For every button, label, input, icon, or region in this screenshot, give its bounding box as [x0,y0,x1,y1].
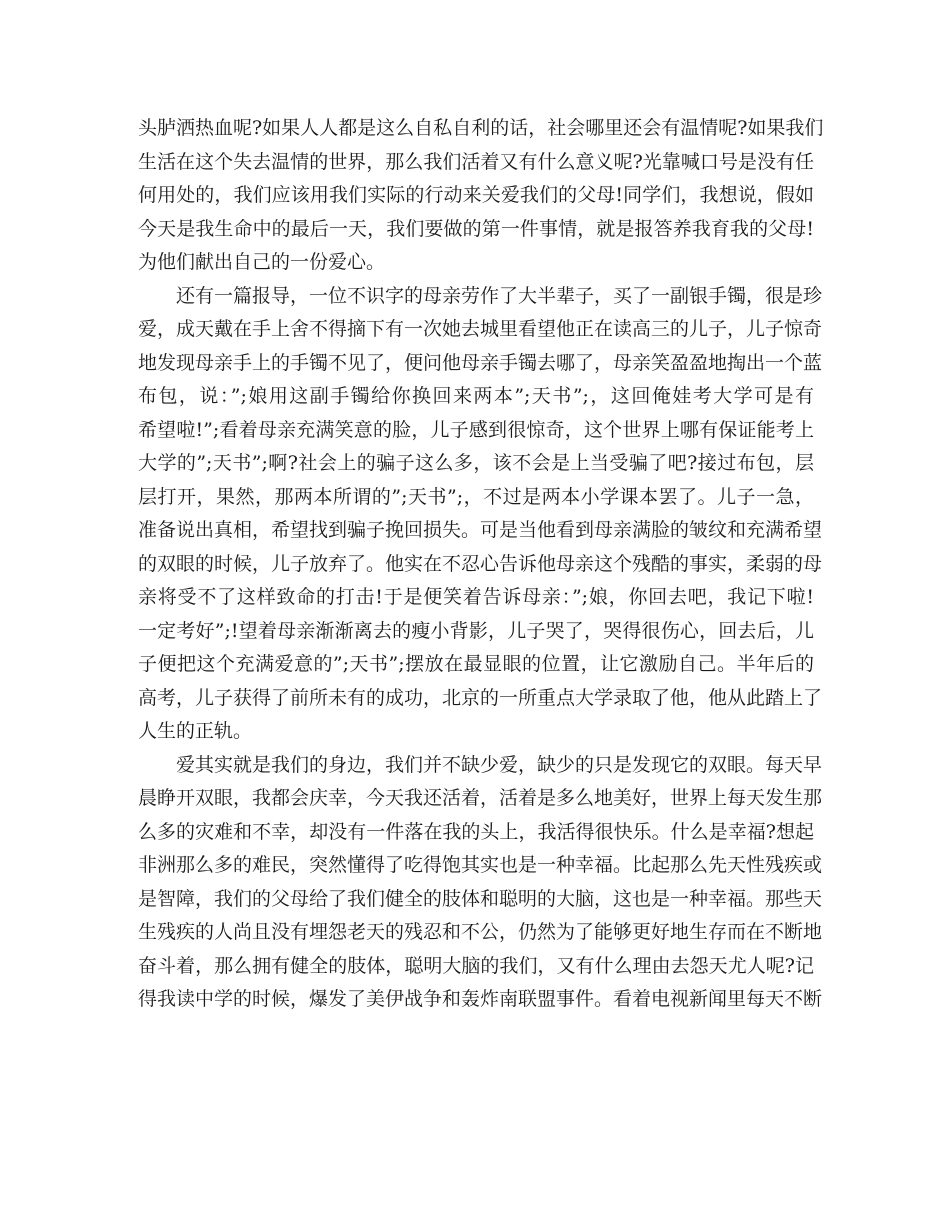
text-line: 准备说出真相，希望找到骗子挽回损失。可是当他看到母亲满脸的皱纹和充满希望 [138,519,823,541]
text-line: 头胪洒热血呢?如果人人都是这么自私自利的话，社会哪里还会有温情呢?如果我们 [138,117,824,139]
text-line: 为他们献出自己的一份爱心。 [138,251,386,273]
text-line: 晨睁开双眼，我都会庆幸，今天我还活着，活着是多么地美好，世界上每天发生那 [138,787,823,809]
text-line: 非洲那么多的难民，突然懂得了吃得饱其实也是一种幸福。比起那么先天性残疾或 [138,854,823,876]
text-line: 子便把这个充满爱意的”;天书”;摆放在最显眼的位置，让它激励自己。半年后的 [138,653,814,675]
text-line: 生活在这个失去温情的世界，那么我们活着又有什么意义呢?光靠喊口号是没有任 [138,150,814,173]
text-line: 爱其实就是我们的身边，我们并不缺少爱，缺少的只是发现它的双眼。每天早 [176,753,823,776]
text-line: 生残疾的人尚且没有埋怨老天的残忍和不公，仍然为了能够更好地生存而在不断地 [138,921,823,943]
text-line: 今天是我生命中的最后一天，我们要做的第一件事情，就是报答养我育我的父母! [138,217,814,240]
text-line: 希望啦!”;看着母亲充满笑意的脸，儿子感到很惊奇，这个世界上哪有保证能考上 [138,418,814,441]
paragraph-2 [138,280,823,749]
paragraph-3 [138,749,823,1017]
text-line: 高考，儿子获得了前所未有的成功，北京的一所重点大学录取了他，他从此踏上了 [138,686,823,709]
document-body [138,112,824,1017]
text-line: 一定考好”;!望着母亲渐渐离去的瘦小背影，儿子哭了，哭得很伤心，回去后，儿 [138,619,814,642]
text-line: 么多的灾难和不幸，却没有一件落在我的头上，我活得很快乐。什么是幸福?想起 [138,820,814,843]
text-line: 得我读中学的时候，爆发了美伊战争和轰炸南联盟事件。看着电视新闻里每天不断 [138,988,823,1010]
text-line: 布包，说：”;娘用这副手镯给你换回来两本”;天书”;，这回俺娃考大学可是有 [138,385,814,407]
text-line: 地发现母亲手上的手镯不见了，便问他母亲手镯去哪了，母亲笑盈盈地掏出一个蓝 [138,351,823,374]
paragraph-1 [138,112,824,280]
text-line: 层打开，果然，那两本所谓的”;天书”;，不过是两本小学课本罢了。儿子一急， [138,485,814,508]
text-line: 还有一篇报导，一位不识字的母亲劳作了大半辈子，买了一副银手镯，很是珍 [176,284,823,307]
text-line: 奋斗着，那么拥有健全的肢体，聪明大脑的我们，又有什么理由去怨天尤人呢?记 [138,954,814,977]
text-line: 亲将受不了这样致命的打击!于是便笑着告诉母亲：”;娘，你回去吧，我记下啦! [138,586,814,608]
text-line: 是智障，我们的父母给了我们健全的肢体和聪明的大脑，这也是一种幸福。那些天 [138,887,823,910]
text-line: 大学的”;天书”;啊?社会上的骗子这么多，该不会是上当受骗了吧?接过布包，层 [138,452,814,474]
text-line: 爱，成天戴在手上舍不得摘下有一次她去城里看望他正在读高三的儿子，儿子惊奇 [138,318,823,340]
text-line: 的双眼的时候，儿子放弃了。他实在不忍心告诉他母亲这个残酷的事实，柔弱的母 [138,552,823,575]
text-line: 人生的正轨。 [138,720,253,742]
text-line: 何用处的，我们应该用我们实际的行动来关爱我们的父母!同学们，我想说，假如 [138,184,814,206]
